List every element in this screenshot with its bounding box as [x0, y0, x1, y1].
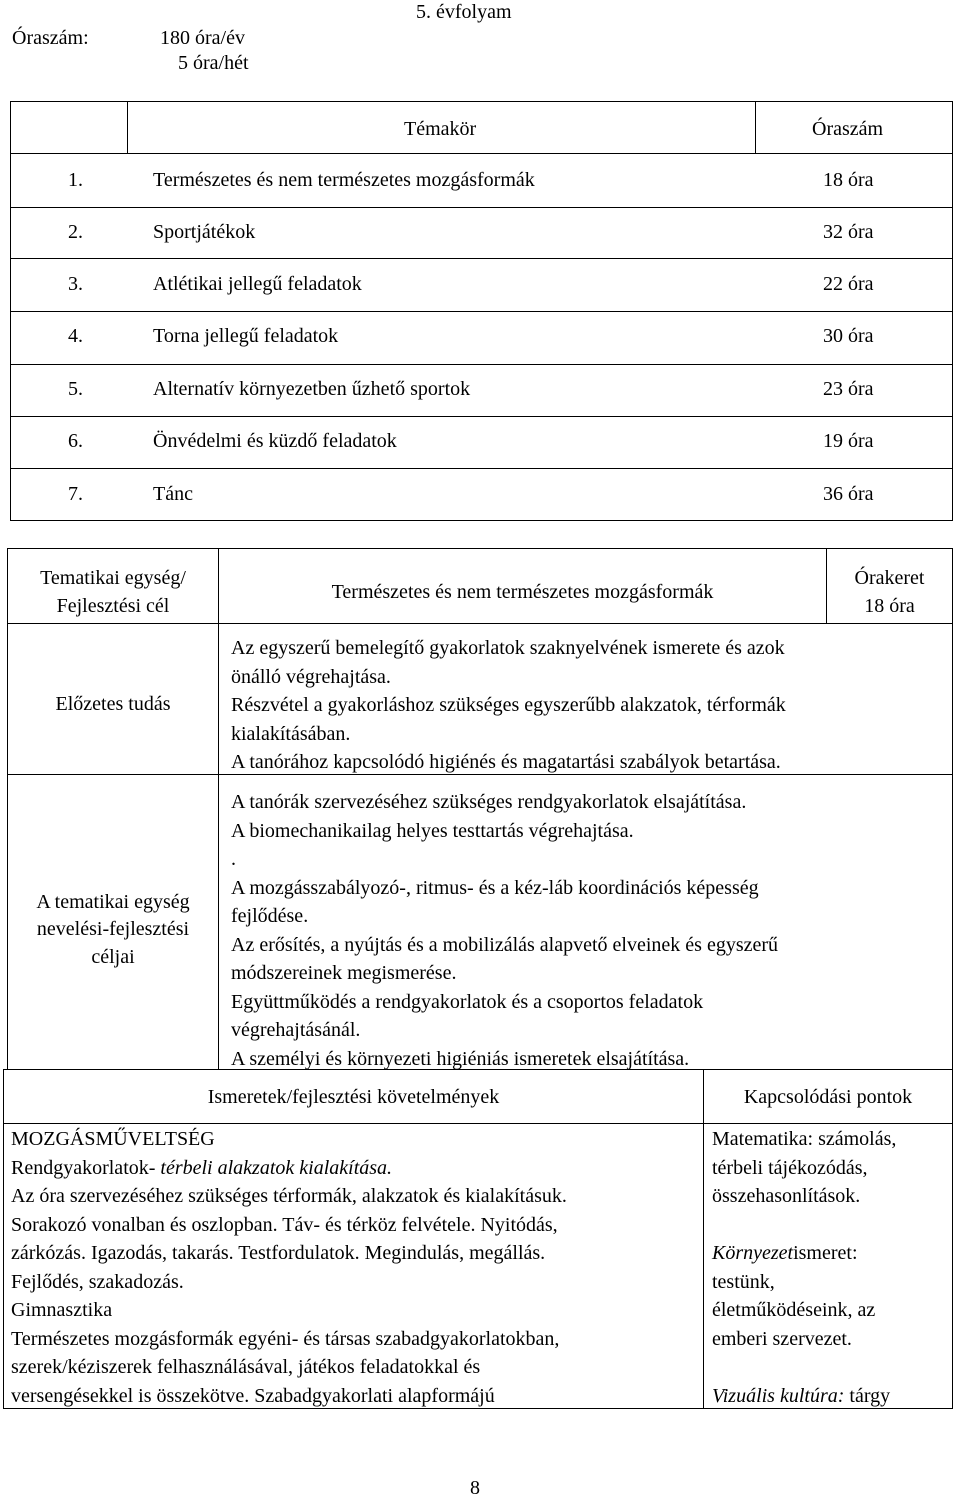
topic-number: 5. — [68, 378, 83, 400]
text-line: Az egyszerű bemelegítő gyakorlatok szaknyelvének ismerete és azok — [231, 637, 785, 659]
text-line: Részvétel a gyakorláshoz szükséges egyszerűbb alakzatok, térformák — [231, 694, 786, 716]
hours-per-year: 180 óra/év — [160, 27, 245, 49]
text-line: szerek/kéziszerek felhasználásával, játékos feladatokkal és — [11, 1356, 481, 1378]
topic-hours: 36 óra — [823, 483, 874, 505]
topic-name: Sportjátékok — [153, 221, 256, 243]
unit-title: Természetes és nem természetes mozgásformák — [331, 581, 714, 603]
topic-hours: 30 óra — [823, 325, 874, 347]
text-line: módszereinek megismerése. — [231, 962, 457, 984]
topic-number: 6. — [68, 430, 83, 452]
hour-frame-value: 18 óra — [864, 595, 915, 617]
text-run: ismeret: — [793, 1242, 858, 1264]
topic-name: Torna jellegű feladatok — [153, 325, 339, 347]
column-header-hours: Óraszám — [812, 118, 884, 140]
topic-name: Alternatív környezetben űzhető sportok — [153, 378, 471, 400]
knowledge-text — [11, 1125, 567, 1410]
text-line: Fejlődés, szakadozás. — [11, 1270, 184, 1293]
column-header-knowledge: Ismeretek/fejlesztési követelmények — [207, 1086, 500, 1108]
topic-name: Önvédelmi és küzdő feladatok — [153, 430, 397, 452]
italic-text-run: Környezet — [712, 1242, 794, 1264]
topic-hours: 32 óra — [823, 221, 874, 243]
text-line: versengésekkel is összekötve. Szabadgyakorlati alapformájú — [11, 1384, 495, 1407]
text-line: Gimnasztika — [11, 1299, 113, 1321]
text-line: Az óra szervezéséhez szükséges térformák, alakzatok és kialakításuk. — [11, 1185, 567, 1207]
topic-name: Természetes és nem természetes mozgásformák — [153, 169, 535, 191]
text-line: összehasonlítások. — [712, 1185, 861, 1207]
text-line: . — [231, 848, 236, 870]
text-line: Sorakozó vonalban és oszlopban. Táv- és térköz felvétele. Nyitódás, — [11, 1213, 558, 1236]
topic-number: 2. — [68, 221, 83, 243]
text-line — [11, 1154, 567, 1183]
text-line: A személyi és környezeti higiéniás ismeretek elsajátítása. — [231, 1047, 690, 1070]
text-line: fejlődése. — [231, 905, 309, 927]
prior-knowledge-label: Előzetes tudás — [55, 693, 171, 715]
text-line: kialakításában. — [231, 722, 351, 745]
text-line: Együttműködés a rendgyakorlatok és a csoportos feladatok — [231, 990, 704, 1013]
goals-label-line3: céljai — [91, 946, 135, 968]
topic-hours: 19 óra — [823, 430, 874, 452]
text-line: Matematika: számolás, — [712, 1128, 897, 1150]
text-line — [712, 1239, 896, 1268]
grade-title: 5. évfolyam — [416, 1, 512, 23]
unit-label-sub: Fejlesztési cél — [56, 595, 170, 617]
text-line: Az erősítés, a nyújtás és a mobilizálás alapvető elveinek és egyszerű — [231, 933, 779, 956]
topic-name: Tánc — [153, 483, 193, 505]
topic-name: Atlétikai jellegű feladatok — [153, 273, 362, 295]
goals-label: A tematikai egység — [36, 891, 190, 913]
text-line: önálló végrehajtása. — [231, 665, 391, 688]
unit-label: Tematikai egység/ — [40, 567, 186, 589]
column-header-topic: Témakör — [404, 118, 477, 140]
links-text — [712, 1125, 896, 1410]
goals-label-line2: nevelési-fejlesztési — [36, 918, 190, 940]
topic-number: 7. — [68, 483, 83, 505]
text-line: A biomechanikailag helyes testtartás végrehajtása. — [231, 819, 634, 842]
text-line: emberi szervezet. — [712, 1327, 852, 1350]
hours-per-week: 5 óra/hét — [178, 52, 249, 74]
topic-hours: 23 óra — [823, 378, 874, 400]
italic-text-run: térbeli alakzatok kialakítása. — [160, 1156, 393, 1179]
text-line: zárkózás. Igazodás, takarás. Testfordulatok. Megindulás, megállás. — [11, 1242, 546, 1264]
hours-label: Óraszám: — [12, 27, 89, 49]
topic-number: 1. — [68, 169, 83, 191]
text-run: Rendgyakorlatok- — [11, 1156, 161, 1179]
topic-hours: 22 óra — [823, 273, 874, 295]
section-heading: MOZGÁSMŰVELTSÉG — [11, 1128, 215, 1150]
text-line — [712, 1382, 896, 1411]
topic-hours: 18 óra — [823, 169, 874, 191]
column-header-links: Kapcsolódási pontok — [743, 1086, 913, 1108]
text-line: A mozgásszabályozó-, ritmus- és a kéz-láb koordinációs képesség — [231, 876, 759, 899]
text-run: tárgy — [844, 1384, 891, 1407]
text-line: térbeli tájékozódás, — [712, 1156, 868, 1179]
text-line: A tanórák szervezéséhez szükséges rendgyakorlatok elsajátítása. — [231, 791, 747, 813]
text-line: Természetes mozgásformák egyéni- és társas szabadgyakorlatokban, — [11, 1327, 560, 1350]
topic-number: 4. — [68, 325, 83, 347]
text-line: életműködéseink, az — [712, 1299, 876, 1321]
text-line: A tanórához kapcsolódó higiénés és magatartási szabályok betartása. — [231, 751, 781, 773]
text-line: testünk, — [712, 1270, 775, 1293]
text-line: végrehajtásánál. — [231, 1019, 361, 1041]
italic-text-run: Vizuális kultúra: — [712, 1384, 845, 1407]
topic-number: 3. — [68, 273, 83, 295]
page-number: 8 — [470, 1477, 480, 1499]
hour-frame-label: Órakeret — [854, 567, 925, 589]
